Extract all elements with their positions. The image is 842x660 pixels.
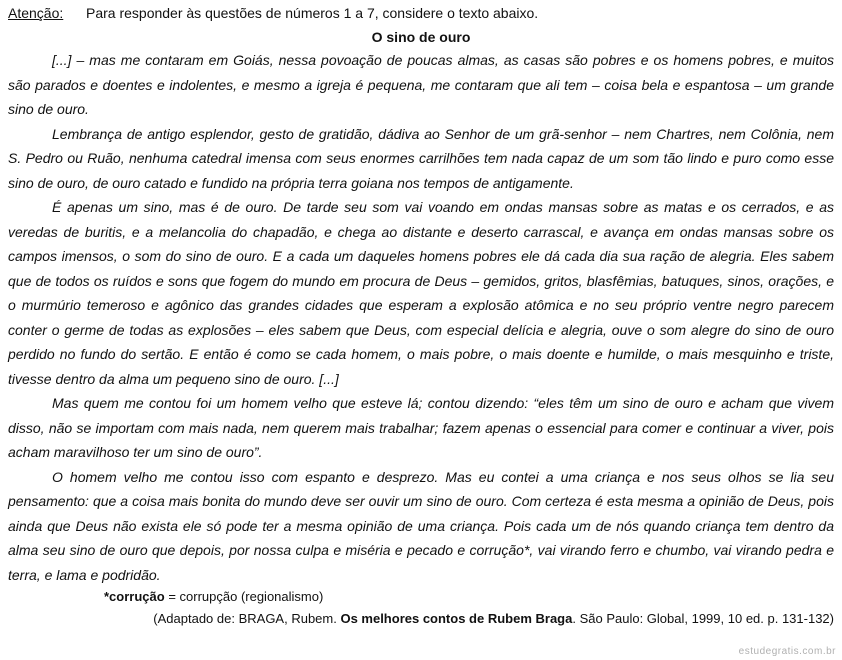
paragraph-2: Lembrança de antigo esplendor, gesto de gratidão, dádiva ao Senhor de um grã-senhor – nem Chartres, nem Colônia, nem S. Pedro ou Ruão, nenhuma catedral imensa com seus enormes carrilhões tem nada capaz de um som tão lindo e puro como esse sino de ouro, de ouro catado e fundido na própria terra goiana nos tempos de antigamente.: [8, 125, 834, 191]
source-book-title: Os melhores contos de Rubem Braga: [340, 611, 573, 626]
footnote-definition: = corrupção (regionalismo): [164, 589, 324, 604]
source-prefix: (Adaptado de: BRAGA, Rubem.: [153, 611, 341, 626]
footnote-term: *corrução: [104, 589, 165, 604]
site-watermark: estudegratis.com.br: [738, 646, 836, 657]
paragraph-1: [...] – mas me contaram em Goiás, nessa povoação de poucas almas, as casas são pobres e os homens pobres, e muitos são parados e doentes e indolentes, e mesmo a igreja é pequena, me contaram que ali tem – coisa bela e espantosa – um grande sino de ouro.: [8, 52, 834, 117]
text-title: O sino de ouro: [371, 29, 471, 45]
source-suffix: . São Paulo: Global, 1999, 10 ed. p. 131-132): [572, 611, 834, 626]
attention-instruction: Para responder às questões de números 1 a 7, considere o texto abaixo.: [86, 5, 539, 21]
footnote: [104, 588, 323, 606]
paragraph-4: Mas quem me contou foi um homem velho que esteve lá; contou dizendo: “eles têm um sino de ouro e acham que vivem disso, não se importam com mais nada, nem querem mais trabalhar; fazem apenas o essencial para comer e continuar a viver, pois acham maravilhoso ter um sino de ouro”.: [8, 395, 834, 460]
story-text: [8, 48, 834, 587]
source-citation: [153, 610, 834, 628]
paragraph-3: É apenas um sino, mas é de ouro. De tarde seu som vai voando em ondas mansas sobre as matas e os cerrados, e as veredas de buritis, e a melancolia do chapadão, e chega ao distante e deserto carrascal, e avança em ondas mansas sobre os campos imensos, o som do sino de ouro. E a cada um daqueles homens pobres ele dá cada dia sua ração de alegria. Eles sabem que de todos os ruídos e sons que fogem do mundo em procura de Deus – gemidos, gritos, blasfêmias, batuques, sinos, orações, e o murmúrio temeroso e agônico das grandes cidades que esperam a explosão atômica e no seu próprio ventre negro parecem conter o germe de todas as explosões – eles sabem que Deus, com especial delícia e alegria, ouve o som alegre do sino de ouro perdido no fundo do sertão. E então é como se cada homem, o mais pobre, o mais doente e humilde, o mais mesquinho e triste, tivesse dentro da alma um pequeno sino de ouro. [...]: [8, 199, 834, 387]
paragraph-5: O homem velho me contou isso com espanto e desprezo. Mas eu contei a uma criança e nos seus olhos se lia seu pensamento: que a coisa mais bonita do mundo deve ser ouvir um sino de ouro. Com certeza é esta mesma a opinião de Deus, pois ainda que Deus não exista ele só pode ter a mesma opinião de uma criança. Pois cada um de nós quando criança tem dentro da alma seu sino de ouro que depois, por nossa culpa e miséria e pecado e corrução*, vai virando ferro e chumbo, vai virando pedra e terra, e lama e podridão.: [8, 468, 834, 583]
attention-header: [8, 3, 538, 23]
attention-label: Atenção:: [8, 5, 64, 21]
